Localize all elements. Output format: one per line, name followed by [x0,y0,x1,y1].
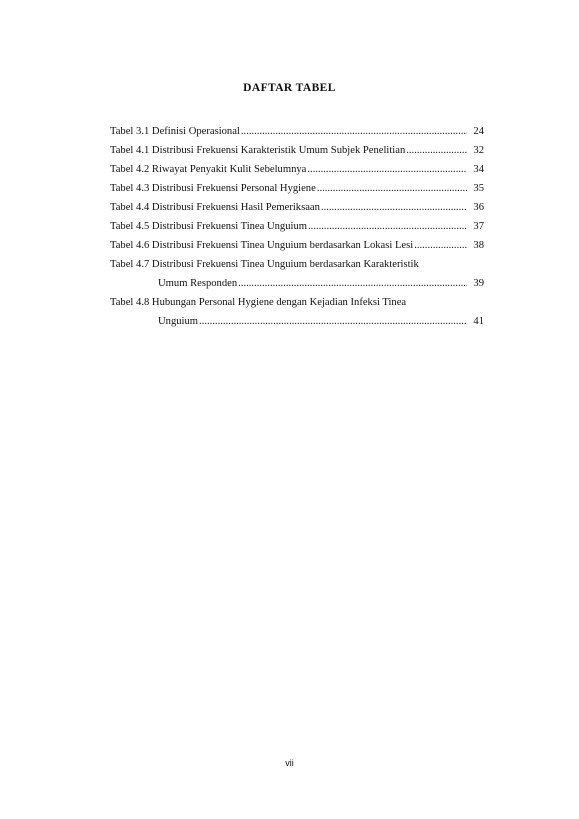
toc-entry-3-1 [110,122,484,141]
dot-leader [199,312,467,331]
dot-leader [238,274,467,293]
toc-entry-4-6 [110,236,484,255]
toc-entry-4-3 [110,179,484,198]
toc-entry-4-5 [110,217,484,236]
dot-leader [321,198,467,217]
toc-entry-page: 34 [473,164,484,175]
dot-leader [406,141,467,160]
dot-leader [317,179,467,198]
toc-entry-text: Tabel 4.4 Distribusi Frekuensi Hasil Pemeriksaan [110,202,320,213]
toc-entry-text: Tabel 4.8 Hubungan Personal Hygiene dengan Kejadian Infeksi Tinea [110,297,407,308]
page-title: DAFTAR TABEL [243,82,336,94]
dot-leader [414,236,467,255]
toc-entry-4-1 [110,141,484,160]
table-of-tables [110,122,484,331]
toc-entry-page: 24 [473,126,484,137]
dot-leader [308,217,467,236]
toc-entry-4-8 [110,293,484,331]
toc-entry-page: 41 [473,316,484,327]
toc-entry-text-continued: Umum Responden [158,278,238,289]
toc-entry-text: Tabel 3.1 Definisi Operasional [110,126,240,137]
toc-entry-page: 32 [473,145,484,156]
toc-entry-text: Tabel 4.3 Distribusi Frekuensi Personal Hygiene [110,183,316,194]
toc-entry-page: 35 [473,183,484,194]
dot-leader [241,122,467,141]
toc-entry-4-2 [110,160,484,179]
toc-entry-text: Tabel 4.1 Distribusi Frekuensi Karakteristik Umum Subjek Penelitian [110,145,406,156]
toc-entry-text: Tabel 4.7 Distribusi Frekuensi Tinea Unguium berdasarkan Karakteristik [110,259,419,270]
toc-entry-page: 36 [473,202,484,213]
toc-entry-4-4 [110,198,484,217]
dot-leader [307,160,467,179]
toc-entry-page: 39 [473,278,484,289]
page-number: vii [285,758,294,768]
toc-entry-text: Tabel 4.6 Distribusi Frekuensi Tinea Unguium berdasarkan Lokasi Lesi [110,240,414,251]
toc-entry-text: Tabel 4.2 Riwayat Penyakit Kulit Sebelumnya [110,164,307,175]
toc-entry-page: 38 [473,240,484,251]
toc-entry-4-7 [110,255,484,293]
toc-entry-page: 37 [473,221,484,232]
toc-entry-text-continued: Unguium [158,316,199,327]
toc-entry-text: Tabel 4.5 Distribusi Frekuensi Tinea Unguium [110,221,308,232]
